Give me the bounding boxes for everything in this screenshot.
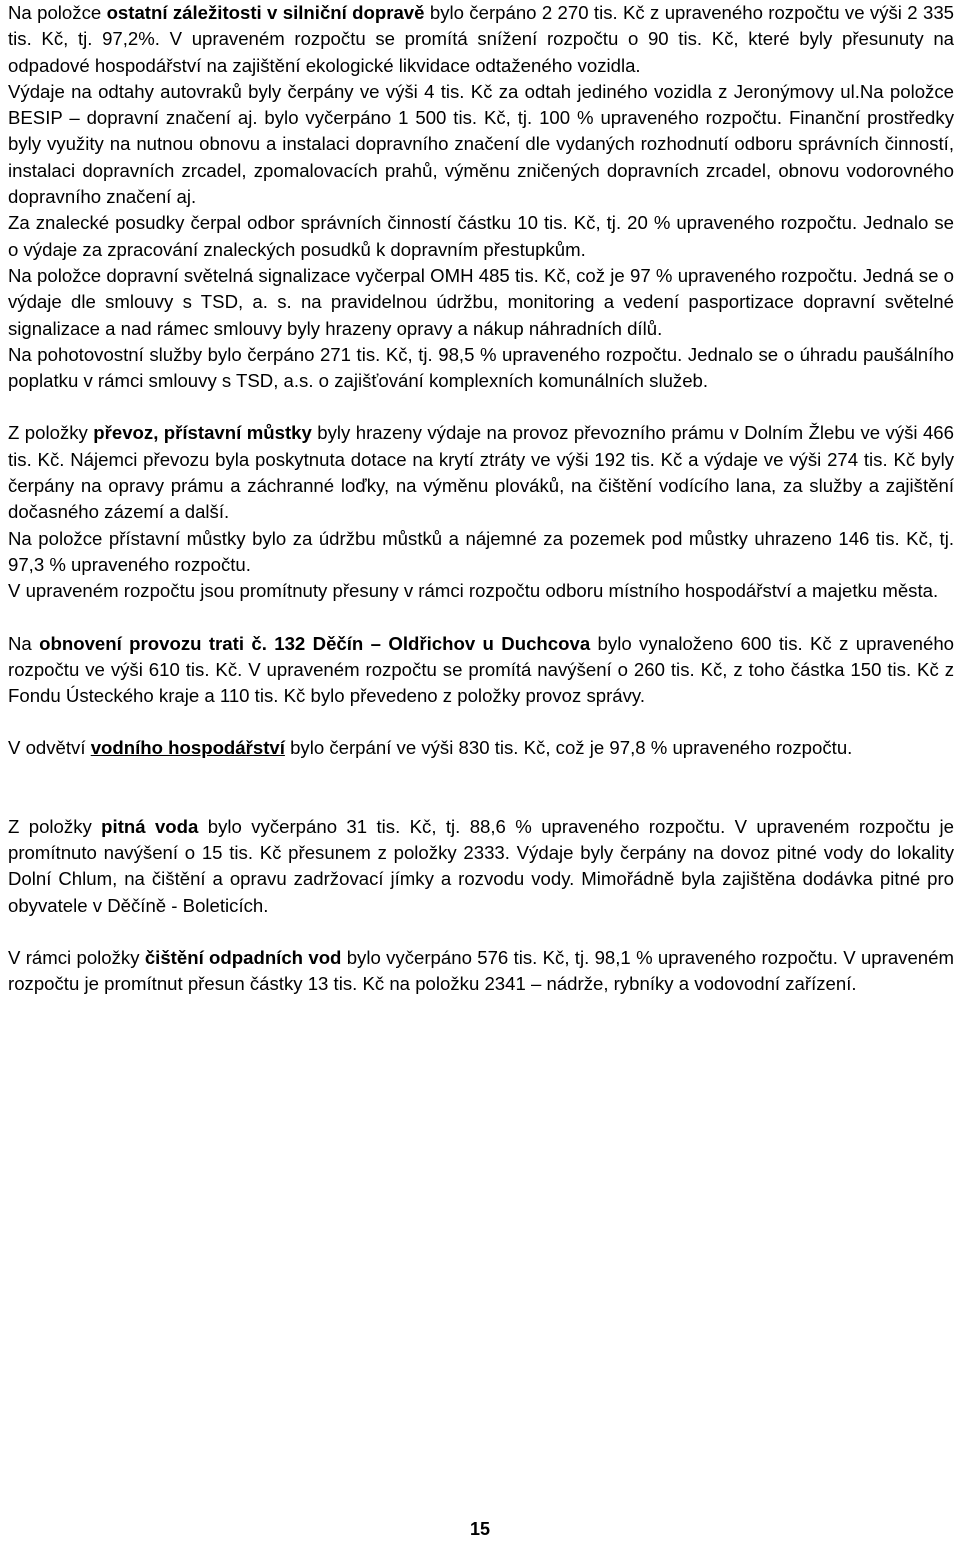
paragraph-ferry (8, 420, 954, 525)
paragraph-wastewater (8, 945, 954, 998)
bold-underlined-term: vodního hospodářství (90, 737, 285, 759)
text-span: Z položky (8, 815, 102, 837)
text-span: Na (8, 632, 40, 654)
bold-term: obnovení provozu trati č. 132 Děčín – Oldřichov u Duchcova (39, 632, 591, 654)
paragraph-traffic-lights: Na položce dopravní světelná signalizace vyčerpal OMH 485 tis. Kč, což je 97 % upraveného rozpočtu. Jedná se o výdaje dle smlouvy s TSD, a. s. na pravidelnou údržbu, monitoring a vedení pasportizace dopravní světelné signalizace a nad rámec smlouvy byly hrazeny opravy a nákup náhradních dílů. (8, 264, 954, 339)
text-span: Na položce (8, 2, 107, 23)
page-number: 15 (469, 1519, 491, 1539)
paragraph-piers: Na položce přístavní můstky bylo za údržbu můstků a nájemné za pozemek pod můstky uhrazeno 146 tis. Kč, tj. 97,3 % upraveného rozpočtu. (8, 527, 954, 575)
bold-term: pitná voda (101, 815, 199, 837)
text-span: bylo vynaloženo 600 tis. Kč z upraveného rozpočtu ve výši 610 tis. Kč. V upraveném rozpočtu se promítá navýšení o 260 tis. Kč, z toho částka 150 tis. Kč z Fondu Ústeckého kraje a 110 tis. Kč bylo převedeno z položky provoz správy. (8, 632, 955, 707)
paragraph-besip: Výdaje na odtahy autovraků byly čerpány ve výši 4 tis. Kč za odtah jediného vozidla z Jeronýmovy ul.Na položce BESIP – dopravní značení aj. bylo vyčerpáno 1 500 tis. Kč, tj. 100 % upraveného rozpočtu. Finanční prostředky byly využity na nutnou obnovu a instalaci dopravního značení dle vydaných rozhodnutí odboru správních činností, instalaci dopravních zrcadel, zpomalovacích prahů, výměnu zničených dopravních zrcadel, obnovu vodorovného dopravního značení aj. (8, 80, 954, 208)
paragraph-railway (8, 631, 954, 710)
bold-term: ostatní záležitosti v silniční dopravě (106, 2, 425, 23)
text-span: bylo čerpání ve výši 830 tis. Kč, což je 97,8 % upraveného rozpočtu. (284, 737, 853, 759)
paragraph-emergency-services: Na pohotovostní služby bylo čerpáno 271 tis. Kč, tj. 98,5 % upraveného rozpočtu. Jednalo se o úhradu paušálního poplatku v rámci smlouvy s TSD, a.s. o zajišťování komplexních komunálních služeb. (8, 343, 954, 392)
text-span: Z položky (8, 422, 94, 444)
paragraph-expert-opinions: Za znalecké posudky čerpal odbor správních činností částku 10 tis. Kč, tj. 20 % upraveného rozpočtu. Jednalo se o výdaje za zpracování znaleckých posudků k dopravním přestupkům. (8, 212, 954, 260)
text-span: V odvětví (8, 737, 91, 759)
text-span: bylo vyčerpáno 31 tis. Kč, tj. 88,6 % upraveného rozpočtu. V upraveném rozpočtu je promítnuto navýšení o 15 tis. Kč přesunem z položky 2333. Výdaje byly čerpány na dovoz pitné vody do lokality Dolní Chlum, na čištění a opravu zadržovací jímky a rozvodu vody. Mimořádně byla zajištěna dodávka pitné pro obyvatele v Děčíně - Boleticích. (8, 815, 955, 916)
bold-term: převoz, přístavní můstky (93, 422, 312, 444)
text-span: byly hrazeny výdaje na provoz převozního prámu v Dolním Žlebu ve výši 466 tis. Kč. Nájemci převozu byla poskytnuta dotace na krytí ztráty ve výši 192 tis. Kč a výdaje ve výši 274 tis. Kč byly čerpány na opravy prámu a záchranné loďky, na výměnu plováků, na čištění vodícího lana, za služby a zajištění dočasného zázemí a další. (8, 422, 954, 523)
paragraph-water-management (8, 735, 954, 761)
paragraph-budget-transfers: V upraveném rozpočtu jsou promítnuty přesuny v rámci rozpočtu odboru místního hospodářství a majetku města. (8, 580, 939, 602)
text-span: V rámci položky (8, 946, 145, 968)
paragraph-road-transport (8, 0, 954, 79)
page-body (8, 0, 954, 998)
bold-term: čištění odpadních vod (144, 946, 342, 968)
text-span: bylo vyčerpáno 576 tis. Kč, tj. 98,1 % upraveného rozpočtu. V upraveném rozpočtu je promítnut přesun částky 13 tis. Kč na položku 2341 – nádrže, rybníky a vodovodní zařízení. (8, 946, 954, 995)
paragraph-drinking-water (8, 814, 954, 919)
text-span: bylo čerpáno 2 270 tis. Kč z upraveného rozpočtu ve výši 2 335 tis. Kč, tj. 97,2%. V upraveném rozpočtu se promítá snížení rozpočtu o 90 tis. Kč, které byly přesunuty na odpadové hospodářství na zajištění ekologické likvidace odtaženého vozidla. (8, 2, 954, 76)
